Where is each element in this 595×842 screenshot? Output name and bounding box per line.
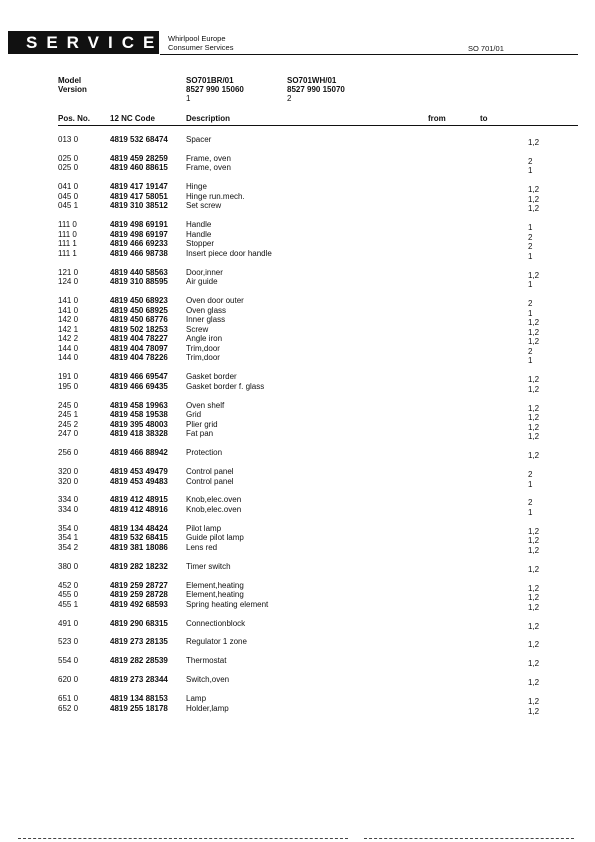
version-applicability: 1 xyxy=(528,223,533,233)
version-applicability: 2 xyxy=(528,498,533,508)
column-header-description: Description xyxy=(186,114,231,123)
version-applicability: 1,2 xyxy=(528,403,540,413)
version-applicability: 1,2 xyxy=(528,413,540,423)
table-row xyxy=(0,154,595,164)
table-row xyxy=(0,600,595,610)
version-applicability: 1,2 xyxy=(528,204,540,214)
part-code: 4819 466 69435 xyxy=(110,381,168,391)
part-code: 4819 502 18253 xyxy=(110,324,168,334)
part-code: 4819 466 69547 xyxy=(110,372,168,382)
pos-number: 455 0 xyxy=(58,590,79,600)
pos-number: 111 0 xyxy=(58,229,77,239)
table-row xyxy=(0,268,595,278)
part-code: 4819 450 68925 xyxy=(110,305,168,315)
pos-number: 334 0 xyxy=(58,495,79,505)
version-applicability: 1,2 xyxy=(528,138,540,147)
table-row xyxy=(0,135,595,145)
model-label: Model xyxy=(58,76,82,85)
model-b-name: SO701WH/01 xyxy=(287,76,337,85)
pos-number: 144 0 xyxy=(58,353,79,363)
table-row xyxy=(0,410,595,423)
part-description: Lamp xyxy=(186,693,207,703)
pos-number: 554 0 xyxy=(58,656,79,666)
table-row xyxy=(0,533,595,546)
table-row xyxy=(0,524,595,534)
part-description: Oven glass xyxy=(186,305,227,315)
part-description: Connectionblock xyxy=(186,618,246,628)
pos-number: 191 0 xyxy=(58,372,79,382)
pos-number: 111 0 xyxy=(58,220,77,230)
pos-number: 651 0 xyxy=(58,693,79,703)
table-row xyxy=(0,656,595,669)
part-description: Pilot lamp xyxy=(186,523,222,533)
pos-number: 354 0 xyxy=(58,523,79,533)
pos-number: 142 0 xyxy=(58,315,79,325)
part-description: Trim,door xyxy=(186,343,220,353)
pos-number: 245 1 xyxy=(58,410,79,420)
version-applicability: 2 xyxy=(528,242,533,252)
table-row xyxy=(0,306,595,316)
version-applicability: 1 xyxy=(528,508,533,517)
table-row xyxy=(0,675,595,688)
pos-number: 141 0 xyxy=(58,296,79,306)
version-applicability: 1,2 xyxy=(528,337,540,347)
pos-number: 144 0 xyxy=(58,343,79,353)
version-applicability: 1,2 xyxy=(528,432,540,442)
pos-number: 025 0 xyxy=(58,153,79,163)
part-code: 4819 466 88942 xyxy=(110,448,168,458)
part-description: Spring heating element xyxy=(186,599,269,609)
part-description: Door,inner xyxy=(186,267,223,277)
table-row xyxy=(0,192,595,202)
table-row xyxy=(0,543,595,553)
version-applicability: 1,2 xyxy=(528,602,540,612)
table-row xyxy=(0,382,595,392)
table-row xyxy=(0,590,595,603)
pos-number: 025 0 xyxy=(58,163,79,173)
table-row xyxy=(0,239,595,252)
part-code: 4819 282 18232 xyxy=(110,561,168,571)
pos-number: 245 2 xyxy=(58,419,79,429)
part-description: Hinge xyxy=(186,182,207,192)
part-code: 4819 134 48424 xyxy=(110,523,168,533)
part-code: 4819 310 38512 xyxy=(110,201,168,211)
company-department: Consumer Services xyxy=(168,43,234,52)
part-description: Switch,oven xyxy=(186,675,230,685)
part-description: Spacer xyxy=(186,135,212,144)
version-applicability: 2 xyxy=(528,470,533,479)
part-description: Guide pilot lamp xyxy=(186,533,244,543)
part-code: 4819 412 48916 xyxy=(110,505,168,514)
part-code: 4819 255 18178 xyxy=(110,703,168,713)
table-row xyxy=(0,637,595,650)
version-applicability: 1 xyxy=(528,280,533,290)
part-description: Element,heating xyxy=(186,590,244,600)
table-row xyxy=(0,477,595,487)
version-applicability: 1,2 xyxy=(528,545,540,555)
part-description: Angle iron xyxy=(186,334,223,344)
table-row xyxy=(0,296,595,309)
service-banner: SERVICE xyxy=(8,31,159,54)
part-description: Handle xyxy=(186,229,212,239)
version-applicability: 1,2 xyxy=(528,526,540,536)
part-description: Set screw xyxy=(186,201,222,211)
version-applicability: 1,2 xyxy=(528,318,540,328)
pos-number: 121 0 xyxy=(58,267,79,277)
part-description: Control panel xyxy=(186,467,234,476)
version-applicability: 1,2 xyxy=(528,593,540,603)
model-a-code: 8527 990 15060 xyxy=(186,85,244,94)
table-row xyxy=(0,220,595,233)
pos-number: 354 1 xyxy=(58,533,79,543)
part-description: Timer switch xyxy=(186,561,231,571)
part-code: 4819 532 68474 xyxy=(110,135,168,144)
version-applicability: 1,2 xyxy=(528,384,540,394)
part-description: Lens red xyxy=(186,542,218,552)
part-description: Oven door outer xyxy=(186,296,244,306)
pos-number: 455 1 xyxy=(58,599,79,609)
version-applicability: 1,2 xyxy=(528,270,540,280)
part-description: Insert piece door handle xyxy=(186,248,272,258)
pos-number: 247 0 xyxy=(58,429,79,439)
table-row xyxy=(0,163,595,176)
part-code: 4819 282 28539 xyxy=(110,656,168,666)
model-b-code: 8527 990 15070 xyxy=(287,85,345,94)
pos-number: 620 0 xyxy=(58,675,79,685)
part-description: Stopper xyxy=(186,239,215,249)
pos-number: 041 0 xyxy=(58,182,79,192)
pos-number: 111 1 xyxy=(58,248,77,258)
table-row xyxy=(0,448,595,461)
part-description: Knob,elec.oven xyxy=(186,495,242,505)
document-number: SO 701/01 xyxy=(468,44,504,53)
part-description: Trim,door xyxy=(186,353,220,363)
version-applicability: 1,2 xyxy=(528,696,540,706)
version-applicability: 2 xyxy=(528,156,533,166)
pos-number: 354 2 xyxy=(58,542,79,552)
version-applicability: 1,2 xyxy=(528,621,540,631)
column-header-pos: Pos. No. xyxy=(58,114,91,123)
version-applicability: 1 xyxy=(528,166,533,176)
pos-number: 320 0 xyxy=(58,476,79,486)
part-description: Grid xyxy=(186,410,202,420)
company-name: Whirlpool Europe xyxy=(168,34,226,43)
column-header-to: to xyxy=(480,114,488,123)
pos-number: 045 0 xyxy=(58,191,79,201)
part-code: 4819 459 28259 xyxy=(110,153,168,163)
pos-number: 652 0 xyxy=(58,703,79,713)
part-code: 4819 310 88595 xyxy=(110,277,168,287)
part-code: 4819 134 88153 xyxy=(110,693,168,703)
part-description: Knob,elec.oven xyxy=(186,505,242,514)
pos-number: 491 0 xyxy=(58,618,79,628)
footer-rule-left xyxy=(18,838,348,839)
part-description: Air guide xyxy=(186,277,218,287)
part-description: Frame, oven xyxy=(186,163,231,173)
part-description: Fat pan xyxy=(186,429,214,439)
table-row xyxy=(0,277,595,290)
table-row xyxy=(0,694,595,704)
part-description: Hinge run.mech. xyxy=(186,191,245,201)
part-code: 4819 418 38328 xyxy=(110,429,168,439)
part-code: 4819 498 69197 xyxy=(110,229,168,239)
version-applicability: 1 xyxy=(528,356,533,366)
table-row xyxy=(0,401,595,411)
version-applicability: 1,2 xyxy=(528,640,540,650)
pos-number: 111 1 xyxy=(58,239,77,249)
part-description: Holder,lamp xyxy=(186,703,229,713)
part-code: 4819 458 19538 xyxy=(110,410,168,420)
part-code: 4819 259 28727 xyxy=(110,580,168,590)
table-row xyxy=(0,619,595,629)
table-row xyxy=(0,353,595,366)
part-code: 4819 453 49479 xyxy=(110,467,168,476)
version-applicability: 2 xyxy=(528,299,533,309)
model-b-version: 2 xyxy=(287,94,292,103)
part-description: Handle xyxy=(186,220,212,230)
table-row xyxy=(0,315,595,328)
table-row xyxy=(0,495,595,508)
table-row xyxy=(0,372,595,385)
version-applicability: 1,2 xyxy=(528,422,540,432)
version-applicability: 1,2 xyxy=(528,706,540,716)
pos-number: 142 1 xyxy=(58,324,79,334)
part-code: 4819 395 48003 xyxy=(110,419,168,429)
version-applicability: 1,2 xyxy=(528,451,540,461)
version-applicability: 2 xyxy=(528,346,533,356)
part-code: 4819 453 49483 xyxy=(110,476,168,486)
version-applicability: 1,2 xyxy=(528,678,540,688)
version-applicability: 1,2 xyxy=(528,185,540,195)
part-code: 4819 381 18086 xyxy=(110,542,168,552)
version-applicability: 1 xyxy=(528,479,533,489)
part-code: 4819 450 68923 xyxy=(110,296,168,306)
part-description: Control panel xyxy=(186,476,234,486)
table-row xyxy=(0,562,595,572)
footer-rule-right xyxy=(364,838,574,839)
part-code: 4819 273 28344 xyxy=(110,675,168,685)
table-row xyxy=(0,201,595,214)
pos-number: 320 0 xyxy=(58,467,79,476)
table-row xyxy=(0,420,595,430)
version-applicability: 1,2 xyxy=(528,659,540,669)
part-code: 4819 412 48915 xyxy=(110,495,168,505)
part-code: 4819 498 69191 xyxy=(110,220,168,230)
part-code: 4819 404 78226 xyxy=(110,353,168,363)
part-code: 4819 259 28728 xyxy=(110,590,168,600)
table-row xyxy=(0,467,595,477)
part-description: Regulator 1 zone xyxy=(186,637,247,647)
pos-number: 124 0 xyxy=(58,277,79,287)
pos-number: 141 0 xyxy=(58,305,79,315)
pos-number: 195 0 xyxy=(58,381,79,391)
part-description: Element,heating xyxy=(186,580,244,590)
part-code: 4819 417 19147 xyxy=(110,182,168,192)
table-row xyxy=(0,325,595,335)
part-description: Gasket border xyxy=(186,372,237,382)
part-description: Protection xyxy=(186,448,223,458)
part-description: Thermostat xyxy=(186,656,227,666)
part-code: 4819 290 68315 xyxy=(110,618,168,628)
part-description: Plier grid xyxy=(186,419,218,429)
column-header-from: from xyxy=(428,114,446,123)
table-row xyxy=(0,704,595,714)
table-row xyxy=(0,334,595,347)
version-applicability: 1,2 xyxy=(528,194,540,204)
part-code: 4819 273 28135 xyxy=(110,637,168,647)
version-applicability: 1,2 xyxy=(528,564,540,574)
pos-number: 245 0 xyxy=(58,400,79,410)
part-description: Inner glass xyxy=(186,315,226,325)
pos-number: 256 0 xyxy=(58,448,79,458)
model-a-name: SO701BR/01 xyxy=(186,76,234,85)
pos-number: 013 0 xyxy=(58,135,79,144)
pos-number: 380 0 xyxy=(58,561,79,571)
table-row xyxy=(0,344,595,354)
table-row xyxy=(0,505,595,515)
pos-number: 523 0 xyxy=(58,637,79,647)
part-code: 4819 460 88615 xyxy=(110,163,168,173)
table-row xyxy=(0,581,595,591)
version-applicability: 1,2 xyxy=(528,583,540,593)
version-label: Version xyxy=(58,85,87,94)
column-header-code: 12 NC Code xyxy=(110,114,155,123)
pos-number: 334 0 xyxy=(58,505,79,514)
pos-number: 452 0 xyxy=(58,580,79,590)
version-applicability: 1,2 xyxy=(528,375,540,385)
part-code: 4819 532 68415 xyxy=(110,533,168,543)
version-applicability: 1,2 xyxy=(528,536,540,546)
version-applicability: 1 xyxy=(528,308,533,318)
table-row xyxy=(0,182,595,195)
part-description: Oven shelf xyxy=(186,400,225,410)
part-description: Frame, oven xyxy=(186,153,231,163)
version-applicability: 2 xyxy=(528,232,533,242)
model-a-version: 1 xyxy=(186,94,191,103)
table-row xyxy=(0,249,595,259)
pos-number: 045 1 xyxy=(58,201,79,211)
part-description: Gasket border f. glass xyxy=(186,381,265,391)
version-applicability: 1,2 xyxy=(528,327,540,337)
part-code: 4819 404 78227 xyxy=(110,334,168,344)
part-code: 4819 417 58051 xyxy=(110,191,168,201)
part-description: Screw xyxy=(186,324,209,334)
pos-number: 142 2 xyxy=(58,334,79,344)
version-applicability: 1 xyxy=(528,251,533,261)
part-code: 4819 440 58563 xyxy=(110,267,168,277)
part-code: 4819 458 19963 xyxy=(110,400,168,410)
part-code: 4819 404 78097 xyxy=(110,343,168,353)
part-code: 4819 450 68776 xyxy=(110,315,168,325)
table-row xyxy=(0,429,595,442)
part-code: 4819 466 98738 xyxy=(110,248,168,258)
part-code: 4819 466 69233 xyxy=(110,239,168,249)
table-row xyxy=(0,230,595,240)
part-code: 4819 492 68593 xyxy=(110,599,168,609)
